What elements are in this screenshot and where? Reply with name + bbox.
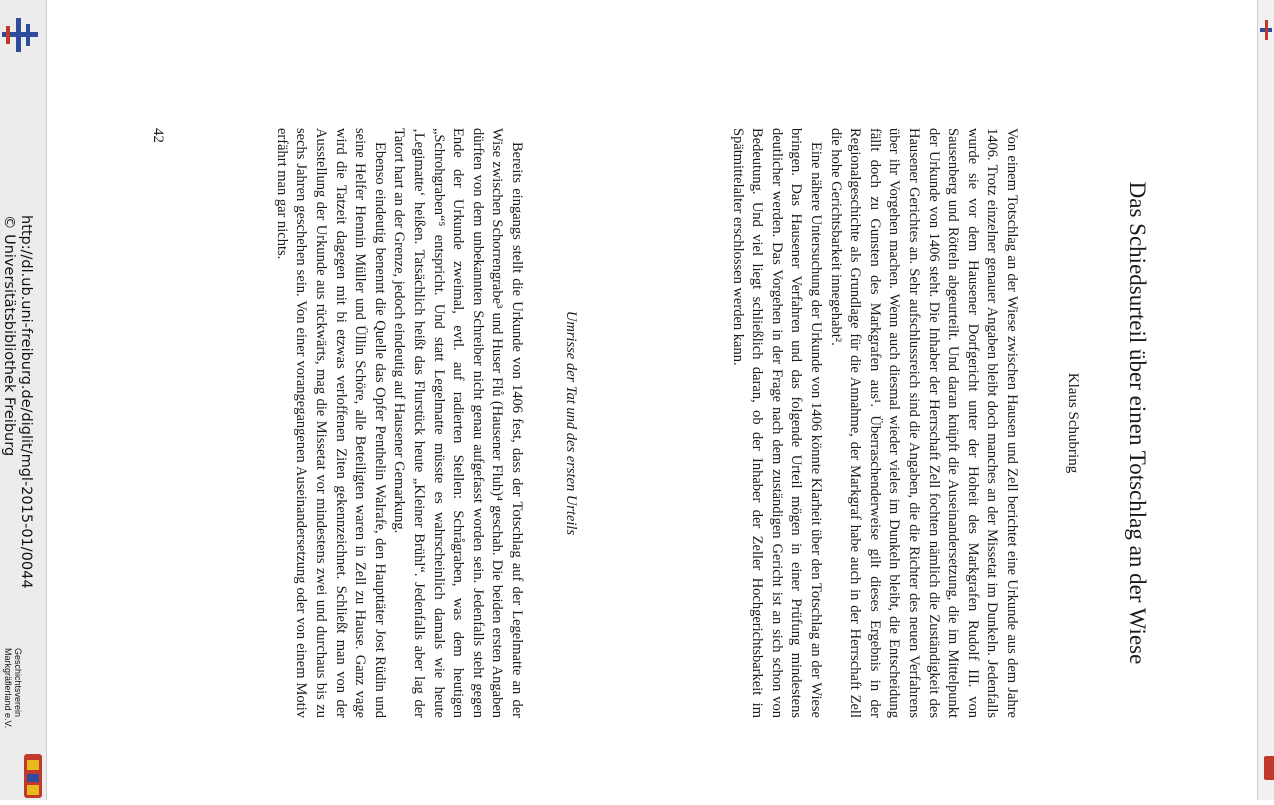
- uni-freiburg-logo-icon: [2, 18, 40, 52]
- copyright-notice: © Universitätsbibliothek Freiburg: [1, 215, 17, 457]
- paragraph: Von einem Totschlag an der Wiese zwischen Hausen und Zell berichtet eine Urkunde aus dem Jahre 1406. Trotz einzelner genauer Angaben bleibt doch manches an der Missetat im Dunkeln. Jedenfalls wurde sie vor dem Hausener Dorfgericht unter der Hoheit des Markgrafen Rudolf III. von Sausenberg und Rötteln abgeurteilt. Und daran knüpft die Auseinandersetzung, die im Mittelpunkt der Urkunde von 1406 steht. Die Inhaber der Herrschaft Zell fochten nämlich die Zuständigkeit des Hausener Gerichtes an. Sehr aufschlussreich sind die Angaben, die die Richter des neuen Verfahrens über ihr Vorgehen machen. Wenn auch diesmal wieder vieles im Dunkeln bleibt, die Entscheidung fällt doch zu Gunsten des Markgrafen aus¹. Überraschenderweise gilt dieses Ergebnis in der Regionalgeschichte als Grundlage für die Annahme, der Markgraf habe auch in der Herrschaft Zell die hohe Gerichtsbarkeit innegehabt².: [827, 128, 1020, 718]
- right-sidebar: [1257, 0, 1274, 800]
- uni-freiburg-logo-icon: [1260, 20, 1272, 40]
- intro-text: [727, 128, 1021, 718]
- paragraph: Ebenso eindeutig benennt die Quelle das Opfer Penthelin Walrafe, den Haupttäter Jost Rüdin und seine Helfer Hennin Müller und Üllin Schöre, alle Beteiligten waren in Zell zu Hause. Ganz vage wird die Tatzeit dagegen mit bi etzwas verloffenen Ziten gekennzeichnet. Schließt man von der Ausstellung der Urkunde aus rückwärts, mag die Missetat vor mindestens zwei und durchaus bis zu sechs Jahren geschehen sein. Von einer vorangegangenen Auseinandersetzung oder von einem Motiv erfährt man gar nichts.: [273, 128, 388, 718]
- coat-of-arms-icon: [1264, 756, 1274, 780]
- left-sidebar: [0, 0, 47, 800]
- society-line-1: Geschichtsverein: [13, 648, 23, 718]
- page-number: 42: [150, 128, 166, 143]
- paragraph: Eine nähere Untersuchung der Urkunde von 1406 könnte Klarheit über den Totschlag an der Wiese bringen. Das Hausener Verfahren und das folgende Urteil mögen in einer Prüfung mindestens deutlicher werden. Das Vorgehen in der Frage nach dem zuständigen Gericht ist an sich schon von Bedeutung. Und viel liegt schließlich daran, ob der Inhaber der Zeller Hochgerichtsbarkeit im Spätmittelalter erschlossen werden kann.: [729, 128, 825, 718]
- page-title: Das Schiedsurteil über einen Totschlag an der Wiese: [1125, 181, 1150, 665]
- society-line-2: Markgräflerland e.V.: [3, 648, 13, 729]
- section-heading: Umrisse der Tat und des ersten Urteils: [563, 310, 579, 536]
- document-page: [150, 128, 1152, 718]
- paragraph: Bereits eingangs stellt die Urkunde von 1406 fest, dass der Totschlag auf der Legelmatte an der Wise zwischen Schorrengrabe³ und Huser Flů (Hausener Fluh)⁴ geschah. Die beiden ersten Angaben dürften von dem unbekannten Schreiber nicht genau aufgefasst worden sein. Jedenfalls steht gegen Ende der Urkunde zweimal, evtl. auf radierten Stellen: Schrågraben, was dem heutigen „Schrohgraben“⁵ entspricht. Und statt Legelmatte müsste es wahrscheinlich damals wie heute ‚Legimatte‘ heißen. Tatsächlich heißt das Flurstück heute „Kleiner Brühl“. Jedenfalls aber lag der Tatort hart an der Grenze, jedoch eindeutig auf Hausener Gemarkung.: [391, 128, 525, 718]
- document-url[interactable]: http://dl.ub.uni-freiburg.de/diglit/mgl-2015-01/0044: [18, 215, 34, 589]
- coat-of-arms-icon: [23, 752, 43, 800]
- section-text: [271, 128, 526, 718]
- author-name: Klaus Schubring: [1065, 372, 1081, 474]
